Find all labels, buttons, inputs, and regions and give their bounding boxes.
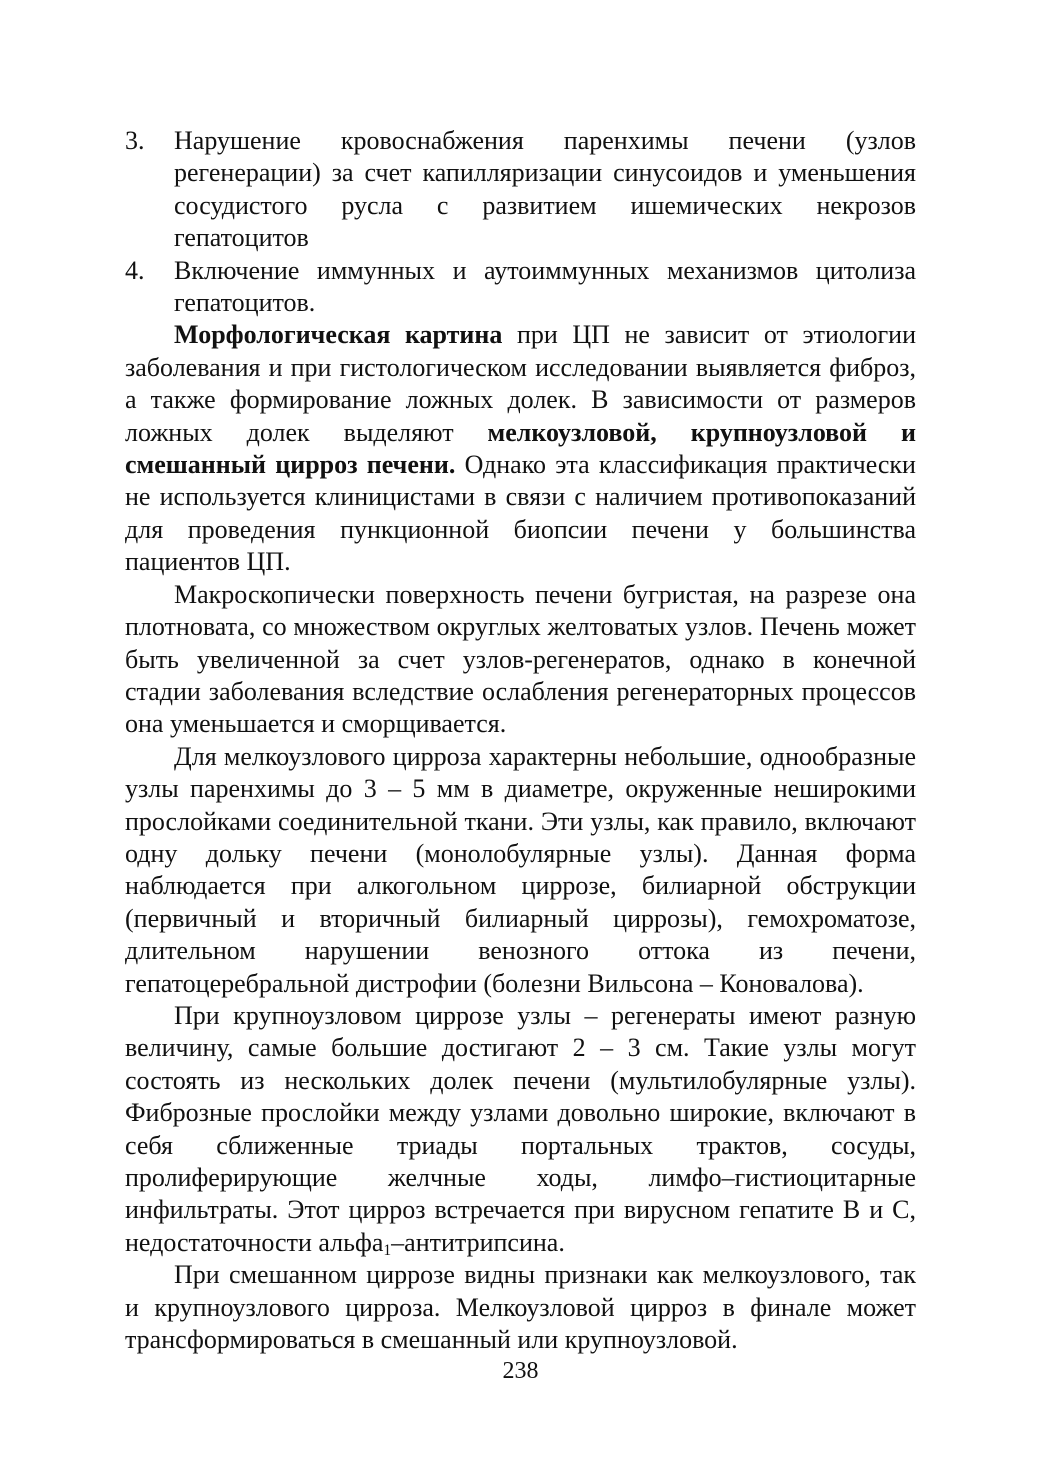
page-number: 238 bbox=[502, 1358, 539, 1384]
list-text: Нарушение кровоснабжения паренхимы печени (узлов регенерации) за счет капилляризации синусоидов и уменьшения сосудистого русла с развитием ишемических некрозов гепатоцитов bbox=[174, 126, 916, 253]
list-number: 4. bbox=[125, 255, 145, 285]
paragraph-macroscopic: Макроскопически поверхность печени бугристая, на разрезе она плотновата, со множеством округлых желтоватых узлов. Печень может быть увеличенной за счет узлов-регенератов, однако в конечной стадии заболевания вследствие ослабления регенераторных процессов она уменьшается и сморщивается. bbox=[125, 579, 916, 739]
list-text: Включение иммунных и аутоиммунных механизмов цитолиза гепатоцитов. bbox=[174, 255, 916, 318]
bold-term: мелкоузловой, крупноузловой и смешанный цирроз печени. bbox=[125, 417, 916, 480]
paragraph-mixed: При смешанном циррозе видны признаки как мелкоузлового, так и крупноузлового цирроза. Мелкоузловой цирроз в финале может трансформироваться в смешанный или крупноузловой. bbox=[125, 1260, 916, 1355]
page-content bbox=[125, 125, 916, 1356]
paragraph-text: –антитрипсина. bbox=[391, 1227, 565, 1257]
paragraph-micronodular: Для мелкоузлового цирроза характерны небольшие, однообразные узлы паренхимы до 3 – 5 мм в диаметре, окруженные неширокими прослойками соединительной ткани. Эти узлы, как правило, включают одну дольку печени (монолобулярные узлы). Данная форма наблюдается при алкогольном циррозе, билиарной обструкции (первичный и вторичный билиарный циррозы), гемохроматозе, длительном нарушении венозного оттока из печени, гепатоцеребральной дистрофии (болезни Вильсона – Коновалова). bbox=[125, 741, 916, 998]
list-number: 3. bbox=[125, 126, 145, 155]
paragraph-text: Однако эта классификация практически не используется клиницистами в связи с наличием противопоказаний для проведения пункционной биопсии печени у большинства пациентов ЦП. bbox=[125, 450, 916, 577]
paragraph-text: при ЦП не зависит от этиологии заболевания и при гистологическом исследовании выявляется фиброз, а также формирование ложных долек. В зависимости от размеров ложных долек выделяют bbox=[125, 320, 916, 447]
list-item-4 bbox=[125, 255, 916, 320]
list-item-3 bbox=[125, 125, 916, 255]
paragraph-text: При крупноузловом циррозе узлы – регенераты имеют разную величину, самые большие достигают 2 – 3 см. Такие узлы могут состоять из нескольких долек печени (мультилобулярные узлы). Фиброзные прослойки между узлами довольно широкие, включают в себя сближенные триады портальных трактов, сосуды, пролиферирующие желчные ходы, лимфо–гистиоцитарные инфильтраты. Этот цирроз встречается при вирусном гепатите В и С, недостаточности альфа bbox=[125, 1000, 916, 1257]
paragraph-macronodular bbox=[125, 1000, 916, 1259]
subscript: 1 bbox=[383, 1241, 392, 1259]
paragraph-morphology bbox=[125, 319, 916, 578]
bold-term: Морфологическая картина bbox=[174, 320, 503, 350]
